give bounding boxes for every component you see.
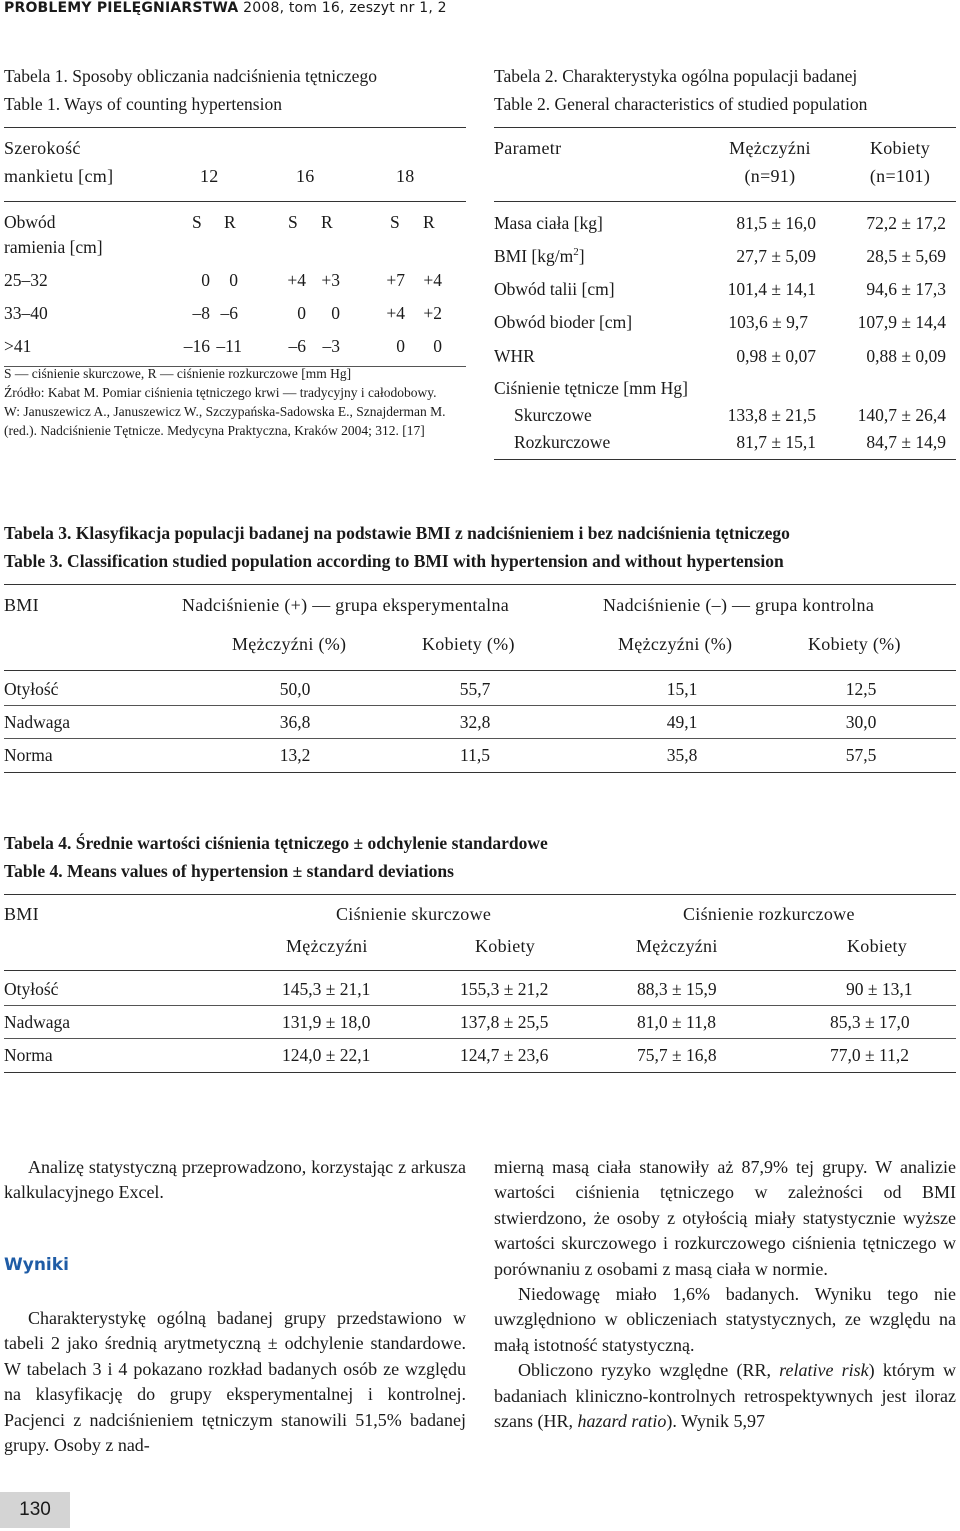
table4-sub-head: Mężczyźni	[636, 936, 718, 956]
table2-cell-men: 81,7 ± 15,1	[736, 432, 816, 452]
table3-cell: 12,5	[845, 679, 877, 699]
body-paragraph: Niedowagę miało 1,6% badanych. Wyniku tego nie uwzględniono w obliczeniach statystycznych, ze względu na małą istotność statystyczną.	[494, 1284, 956, 1355]
page-number: 130	[0, 1492, 70, 1528]
table3-cell: 30,0	[845, 712, 877, 732]
table2-row-label: WHR	[494, 346, 535, 366]
table1-col-16: 16	[296, 166, 315, 186]
table1-row-label-2: ramienia [cm]	[4, 237, 103, 257]
table4-cell: 155,3 ± 21,2	[460, 979, 549, 999]
table3-cell: 15,1	[666, 679, 698, 699]
table1-col-12: 12	[200, 166, 219, 186]
table2-cell-women: 84,7 ± 14,9	[866, 432, 946, 452]
table1-head-rule	[4, 201, 466, 202]
table2-head-women: Kobiety	[869, 138, 931, 158]
table4-cell: 145,3 ± 21,1	[282, 979, 371, 999]
table2-caption-pl: Tabela 2. Charakterystyka ogólna populacji badanej	[494, 66, 858, 86]
table3-cell: 50,0	[279, 679, 311, 699]
table2-bp-label: Ciśnienie tętnicze [mm Hg]	[494, 378, 688, 398]
table4-head-rule	[4, 970, 956, 971]
table3-row-label: Otyłość	[4, 679, 59, 699]
table2-head-men: Mężczyźni	[729, 138, 811, 158]
table1-source: (red.). Nadciśnienie Tętnicze. Medycyna Praktyczna, Kraków 2004; 312. [17]	[4, 423, 425, 438]
table4-cell: 124,0 ± 22,1	[282, 1045, 371, 1065]
table1-cell: –11	[216, 336, 242, 356]
table2-top-rule	[494, 127, 956, 128]
table2-head-param: Parametr	[494, 138, 562, 158]
table1-cell: +3	[321, 270, 340, 290]
table1-col-18: 18	[396, 166, 415, 186]
body-paragraph: Analizę statystyczną przeprowadzono, korzystając z arkusza kalkulacyjnego Excel.	[4, 1157, 466, 1203]
table1-head-width: Szerokość	[4, 138, 81, 158]
table3-sub-head: Kobiety (%)	[422, 634, 515, 654]
table1-sr: R	[423, 212, 435, 232]
table2-cell-men: 133,8 ± 21,5	[727, 405, 816, 425]
table4-cell: 81,0 ± 11,8	[637, 1012, 716, 1032]
section-heading-results: Wyniki	[4, 1255, 69, 1275]
table4-sub-head: Kobiety	[475, 936, 536, 956]
table3-row-rule	[4, 738, 956, 739]
table2-bottom-rule	[494, 459, 956, 460]
table4-cell: 77,0 ± 11,2	[830, 1045, 909, 1065]
table1-cell: –6	[220, 303, 238, 323]
table4-row-label: Norma	[4, 1045, 53, 1065]
table1-note: S — ciśnienie skurczowe, R — ciśnienie rozkurczowe [mm Hg]	[4, 366, 352, 381]
table3-bottom-rule	[4, 772, 956, 773]
table3-cell: 32,8	[459, 712, 491, 732]
table2-row-label: Skurczowe	[514, 405, 592, 425]
table1-sr: S	[192, 212, 202, 232]
table2-head-women-n: (n=101)	[869, 166, 931, 186]
table3-row-rule	[4, 705, 956, 706]
table1-cell: +7	[386, 270, 405, 290]
table1-top-rule	[4, 127, 466, 128]
table1-caption-pl: Tabela 1. Sposoby obliczania nadciśnienia tętniczego	[4, 66, 377, 86]
journal-name: PROBLEMY PIELĘGNIARSTWA	[4, 0, 239, 16]
table4-bottom-rule	[4, 1072, 956, 1073]
table3-cell: 13,2	[279, 745, 311, 765]
table1-cell: 0	[433, 336, 442, 356]
table2-cell-men: 103,6 ± 9,7	[728, 312, 808, 332]
table2-row-label: Rozkurczowe	[514, 432, 611, 452]
table2-row-label: Obwód bioder [cm]	[494, 312, 633, 332]
table3-top-rule	[4, 584, 956, 585]
table3-cell: 49,1	[666, 712, 698, 732]
table4-row-label: Otyłość	[4, 979, 59, 999]
table1-cell: 0	[229, 270, 238, 290]
body-column-right	[494, 1155, 956, 1434]
table2-head-men-n: (n=91)	[744, 166, 796, 186]
body-paragraph: mierną masą ciała stanowiły aż 87,9% tej grupy. W analizie wartości ciśnienia tętniczego w zależności od BMI stwierdzono, że osoby z otyłością miały statystycznie wyższe wartości skurczowego i rozkurczowego ciśnienia tętniczego w porównaniu z osobami z masą ciała w normie.	[494, 1157, 956, 1279]
table1-sr: R	[224, 212, 236, 232]
table1-head-cuff: mankietu [cm]	[4, 166, 114, 186]
table1-cell: 0	[201, 270, 210, 290]
table4-row-rule	[4, 1005, 956, 1006]
table1-row-label: Obwód	[4, 212, 56, 232]
table1-cell: +2	[423, 303, 442, 323]
table4-caption-en: Table 4. Means values of hypertension ± standard deviations	[4, 861, 454, 881]
table3-cell: 55,7	[459, 679, 491, 699]
table4-cell: 85,3 ± 17,0	[830, 1012, 910, 1032]
table1-cell: –6	[288, 336, 306, 356]
table2-cell-men: 101,4 ± 14,1	[727, 279, 816, 299]
table4-head-bmi: BMI	[4, 904, 39, 924]
table1-cell: +4	[423, 270, 442, 290]
table1-cell: 0	[331, 303, 340, 323]
running-header	[4, 0, 447, 16]
table1-cell: –3	[322, 336, 340, 356]
table1-source: W: Januszewicz A., Januszewicz W., Szczypańska-Sadowska E., Sznajderman M.	[4, 404, 446, 419]
table4-cell: 88,3 ± 15,9	[637, 979, 717, 999]
table4-top-rule	[4, 894, 956, 895]
table4-row-rule	[4, 1038, 956, 1039]
journal-issue: 2008, tom 16, zeszyt nr 1, 2	[243, 0, 447, 16]
table4-row-label: Nadwaga	[4, 1012, 71, 1032]
table2-cell-men: 0,98 ± 0,07	[736, 346, 816, 366]
table2-cell-women: 72,2 ± 17,2	[866, 213, 946, 233]
table1-cell: +4	[287, 270, 306, 290]
table1-cell: 0	[297, 303, 306, 323]
table3-head-ctrl: Nadciśnienie (–) — grupa kontrolna	[603, 595, 875, 615]
table3-caption-en: Table 3. Classification studied population according to BMI with hypertension and without hypertension	[4, 551, 784, 571]
table1-cell: 0	[396, 336, 405, 356]
table4-caption-pl: Tabela 4. Średnie wartości ciśnienia tętniczego ± odchylenie standardowe	[4, 833, 548, 853]
table1-caption-en: Table 1. Ways of counting hypertension	[4, 94, 282, 114]
table4-cell: 90 ± 13,1	[846, 979, 913, 999]
table2-row-label: Obwód talii [cm]	[494, 279, 615, 299]
table4-sub-head: Mężczyźni	[286, 936, 368, 956]
table3-cell: 57,5	[845, 745, 877, 765]
table3-head-exp: Nadciśnienie (+) — grupa eksperymentalna	[182, 595, 510, 615]
table4-cell: 137,8 ± 25,5	[460, 1012, 549, 1032]
table3-row-label: Nadwaga	[4, 712, 71, 732]
table2-cell-women: 140,7 ± 26,4	[857, 405, 946, 425]
table2-head-rule	[494, 201, 956, 202]
table3-head-rule	[4, 670, 956, 671]
table1-source: Źródło: Kabat M. Pomiar ciśnienia tętniczego krwi — tradycyjny i całodobowy.	[4, 385, 437, 400]
body-paragraph: Charakterystykę ogólną badanej grupy przedstawiono w tabeli 2 jako średnią arytmetyczną ± odchylenie standardowe. W tabelach 3 i 4 pokazano rozkład badanych osób ze względu na klasyfikację do grupy eksperymentalnej i kontrolnej. Pacjenci z nadciśnieniem tętniczym stanowili 51,5% badanej grupy. Osoby z nad-	[4, 1308, 466, 1456]
table1-cell: –16	[183, 336, 210, 356]
table3-cell: 36,8	[279, 712, 311, 732]
table4-cell: 75,7 ± 16,8	[637, 1045, 717, 1065]
table1-sr: S	[288, 212, 298, 232]
table3-sub-head: Kobiety (%)	[808, 634, 901, 654]
table2-cell-women: 107,9 ± 14,4	[857, 312, 946, 332]
table1-row-label: 25–32	[4, 270, 48, 290]
body-paragraph: Obliczono ryzyko względne (RR, relative risk) którym w badaniach kliniczno-kontrolnych retrospektywnych jest iloraz szans (HR, hazard ratio). Wynik 5,97	[494, 1360, 957, 1432]
table3-sub-head: Mężczyźni (%)	[232, 634, 347, 654]
table1-row-label: 33–40	[4, 303, 48, 323]
table2-cell-women: 0,88 ± 0,09	[866, 346, 946, 366]
table2-cell-women: 94,6 ± 17,3	[866, 279, 946, 299]
table4-sub-head: Kobiety	[847, 936, 908, 956]
table1-sr: R	[321, 212, 333, 232]
table3-cell: 35,8	[666, 745, 698, 765]
table3-cell: 11,5	[460, 745, 490, 765]
table2-cell-women: 28,5 ± 5,69	[866, 246, 946, 266]
table2-cell-men: 27,7 ± 5,09	[736, 246, 816, 266]
table3-row-label: Norma	[4, 745, 53, 765]
table2-cell-men: 81,5 ± 16,0	[736, 213, 816, 233]
table3-head-bmi: BMI	[4, 595, 39, 615]
table2-caption-en: Table 2. General characteristics of studied population	[494, 94, 868, 114]
table4-cell: 131,9 ± 18,0	[282, 1012, 371, 1032]
table4-cell: 124,7 ± 23,6	[460, 1045, 549, 1065]
table3-caption-pl: Tabela 3. Klasyfikacja populacji badanej na podstawie BMI z nadciśnieniem i bez nadciśnienia tętniczego	[4, 523, 790, 543]
table1-row-label: >41	[4, 336, 32, 356]
table1-cell: –8	[192, 303, 210, 323]
table3-sub-head: Mężczyźni (%)	[618, 634, 733, 654]
table2-row-label: BMI $[kg/m^2]$	[494, 246, 585, 266]
table1-cell: +4	[386, 303, 405, 323]
table2-row-label: Masa ciała [kg]	[494, 213, 603, 233]
table4-head-systolic: Ciśnienie skurczowe	[336, 904, 492, 924]
table4-head-diastolic: Ciśnienie rozkurczowe	[683, 904, 855, 924]
table1-sr: S	[390, 212, 400, 232]
